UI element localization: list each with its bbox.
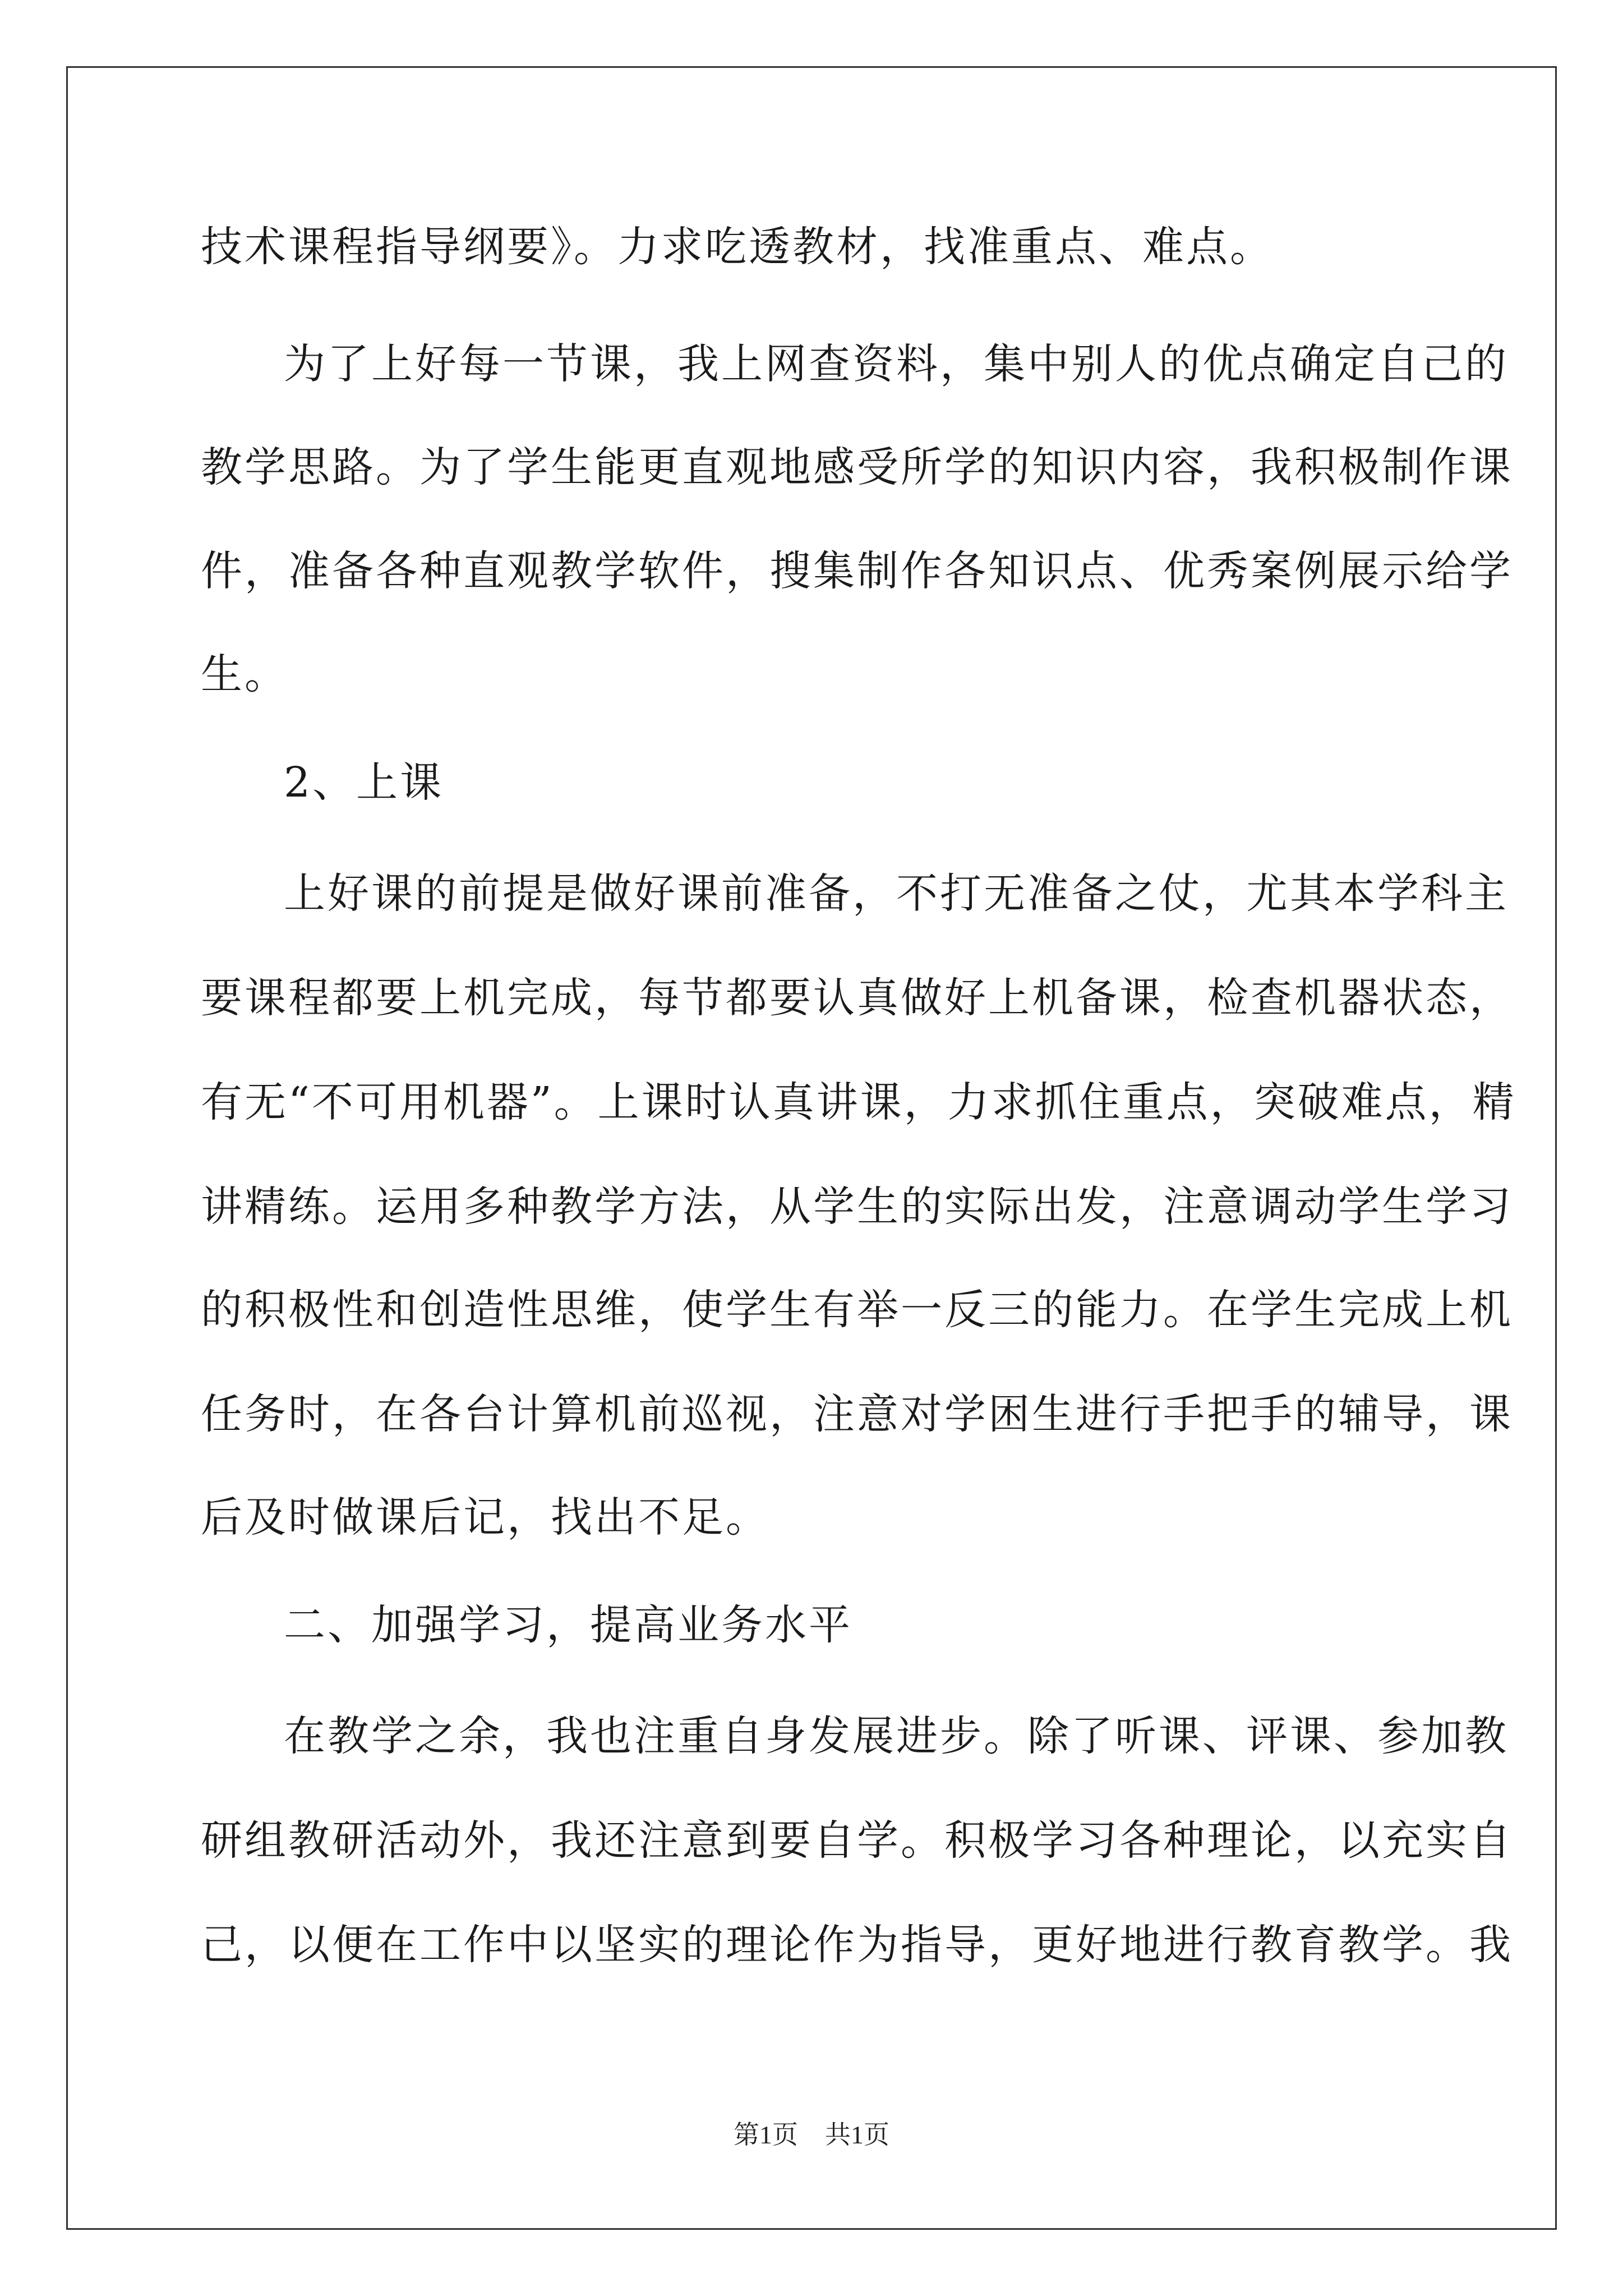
text-line: 为了上好每一节课，我上网查资料，集中别人的优点确定自己的 (284, 340, 1509, 388)
page-footer (0, 2119, 1623, 2151)
text-line: 有无“不可用机器”。上课时认真讲课，力求抓住重点，突破难点，精 (201, 1078, 1516, 1126)
text-line: 技术课程指导纲要》。力求吃透教材，找准重点、难点。 (201, 223, 1274, 271)
section-heading: 2、上课 (284, 758, 444, 807)
text-line: 生。 (201, 650, 288, 698)
page-number: 第1页 (734, 2120, 798, 2149)
text-line: 件，准备各种直观教学软件，搜集制作各知识点、优秀案例展示给学 (201, 547, 1513, 595)
page-total: 共1页 (825, 2120, 889, 2149)
text-line: 研组教研活动外，我还注意到要自学。积极学习各种理论，以充实自 (201, 1816, 1513, 1865)
text-line: 的积极性和创造性思维，使学生有举一反三的能力。在学生完成上机 (201, 1286, 1513, 1334)
text-line: 要课程都要上机完成，每节都要认真做好上机备课，检查机器状态， (201, 974, 1513, 1022)
text-line: 讲精练。运用多种教学方法，从学生的实际出发，注意调动学生学习 (201, 1182, 1513, 1231)
page-border (66, 66, 1557, 2230)
text-line: 上好课的前提是做好课前准备，不打无准备之仗，尤其本学科主 (284, 869, 1509, 918)
section-heading: 二、加强学习，提高业务水平 (284, 1601, 852, 1649)
text-line: 在教学之余，我也注重自身发展进步。除了听课、评课、参加教 (284, 1712, 1509, 1760)
text-line: 教学思路。为了学生能更直观地感受所学的知识内容，我积极制作课 (201, 443, 1513, 491)
text-line: 任务时，在各台计算机前巡视，注意对学困生进行手把手的辅导，课 (201, 1390, 1513, 1438)
text-line: 己，以便在工作中以坚实的理论作为指导，更好地进行教育教学。我 (201, 1921, 1513, 1969)
text-line: 后及时做课后记，找出不足。 (201, 1493, 769, 1542)
